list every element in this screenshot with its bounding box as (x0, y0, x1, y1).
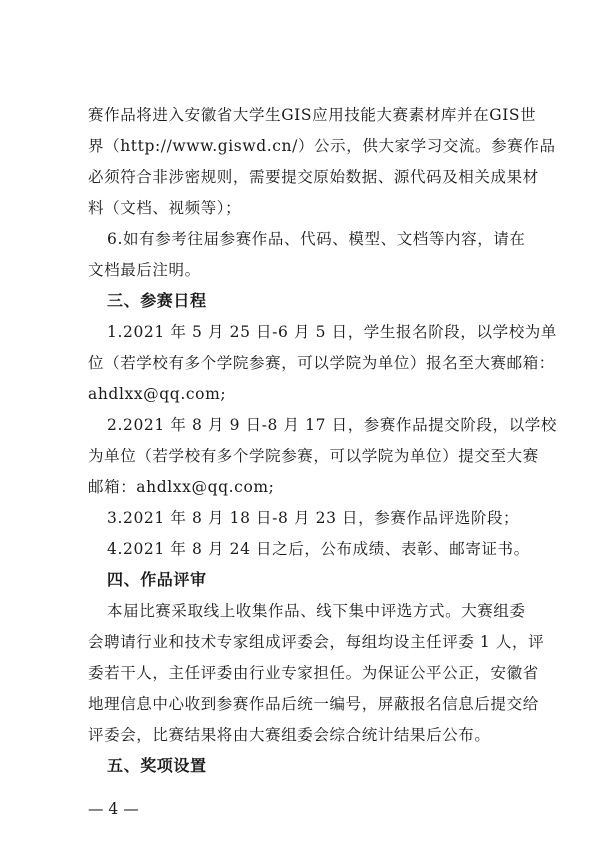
body-line: 赛作品将进入安徽省大学生GIS应用技能大赛素材库并在GIS世 (88, 106, 537, 124)
body-line: 4.2021 年 8 月 24 日之后，公布成绩、表彰、邮寄证书。 (107, 540, 530, 558)
body-line: 为单位（若学校有多个学院参赛，可以学院为单位）提交至大赛 (88, 447, 539, 465)
body-line: 本届比赛采取线上收集作品、线下集中评选方式。大赛组委 (107, 602, 526, 620)
body-line: 必须符合非涉密规则，需要提交原始数据、源代码及相关成果材 (88, 168, 539, 186)
email-line: ahdlxx@qq.com; (88, 385, 227, 403)
page-number: — 4 — (88, 800, 139, 818)
body-line: 1.2021 年 5 月 25 日-6 月 5 日，学生报名阶段，以学校为单 (107, 323, 557, 341)
body-line: 6.如有参考往届参赛作品、代码、模型、文档等内容，请在 (107, 230, 526, 248)
body-line: 3.2021 年 8 月 18 日-8 月 23 日，参赛作品评选阶段； (107, 509, 520, 527)
body-line: 文档最后注明。 (88, 261, 201, 279)
body-line: 委若干人，主任评委由行业专家担任。为保证公平公正，安徽省 (88, 664, 539, 682)
body-line: 界（http://www.giswd.cn/）公示，供大家学习交流。参赛作品 (88, 137, 556, 155)
body-line: 料（文档、视频等）； (88, 199, 242, 217)
body-line: 2.2021 年 8 月 9 日-8 月 17 日，参赛作品提交阶段，以学校 (107, 416, 557, 434)
body-line: 评委会，比赛结果将由大赛组委会综合统计结果后公布。 (88, 726, 491, 744)
section-heading: 四、作品评审 (107, 570, 207, 589)
section-heading: 三、参赛日程 (107, 291, 207, 310)
body-line: 地理信息中心收到参赛作品后统一编号，屏蔽报名信息后提交给 (88, 695, 539, 713)
body-line: 会聘请行业和技术专家组成评委会，每组均设主任评委 1 人，评 (88, 633, 545, 651)
body-line: 位（若学校有多个学院参赛，可以学院为单位）报名至大赛邮箱： (88, 354, 555, 372)
email-line: 邮箱：ahdlxx@qq.com; (88, 478, 275, 496)
section-heading: 五、奖项设置 (107, 756, 207, 775)
